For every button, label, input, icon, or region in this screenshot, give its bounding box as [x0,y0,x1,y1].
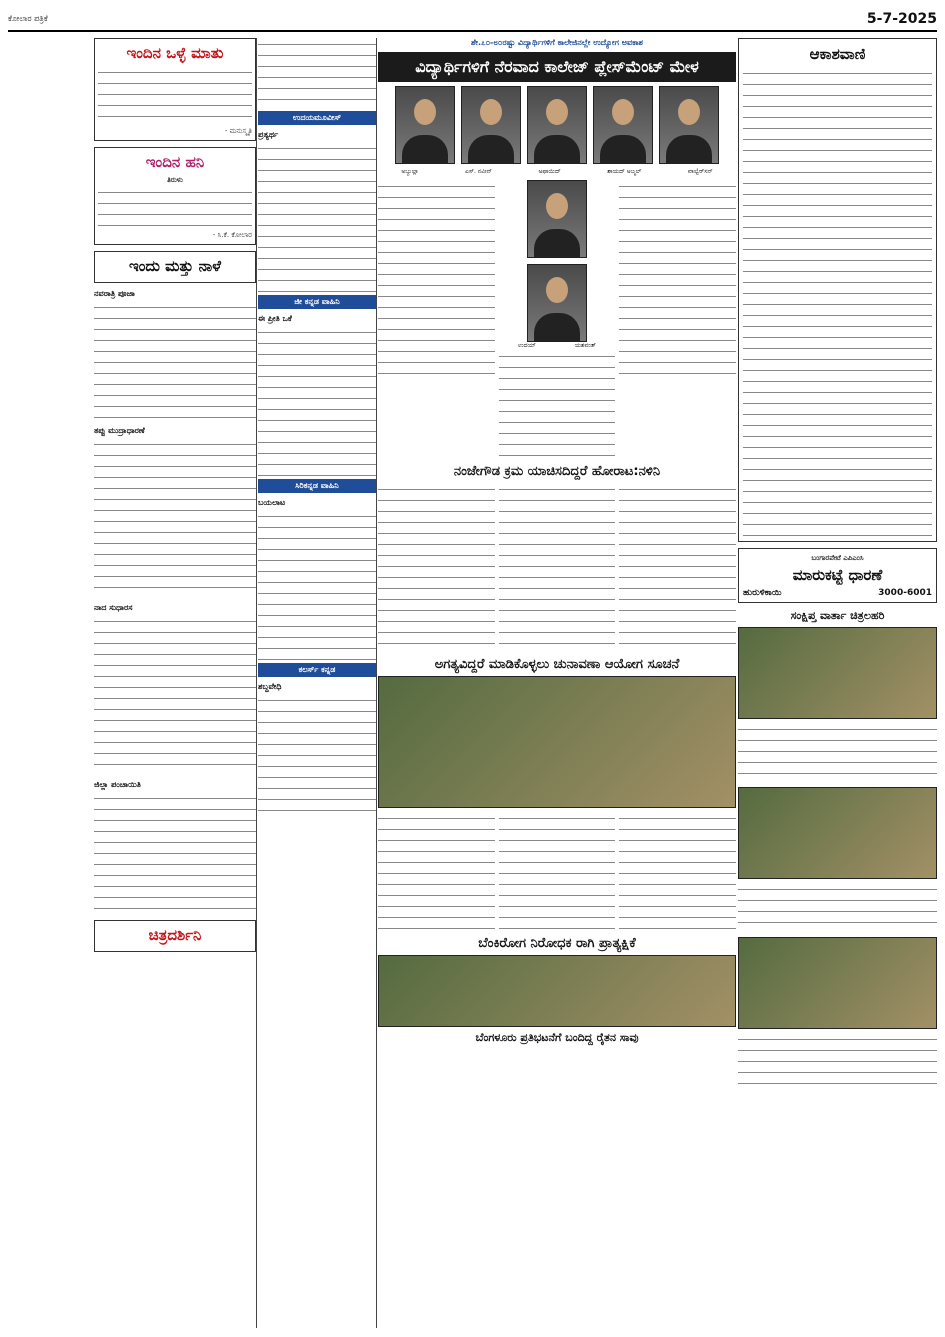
panchayat-photo [378,676,736,808]
student-name: ವಾಲ್ವೆರ್‌ಸನ್ [687,168,713,175]
akashvani-box [738,38,937,542]
akashvani-body [743,67,932,537]
student-name: ಅಫಾಯಿದ್ [538,168,561,175]
market-box [738,548,937,603]
channel-2-program: ಈ ಪ್ರೀತಿ ಒಕೆ [258,314,292,323]
headline-3: ಅಗತ್ಯವಿದ್ದರೆ ಮಾಡಿಕೊಳ್ಳಲು ಚುನಾವಣಾ ಆಯೋಗ ಸೂಚನೆ [434,657,680,672]
student-name: ಎಸ್. ನವೀನ್ [464,168,492,175]
market-subtitle: ಬಂಗಾರಪೇಟೆ ಎಪಿಎಂಸಿ [811,554,864,562]
article-3 [378,812,736,932]
blank-left-margin [8,38,92,1328]
section-3: ನಾದ ಸುಧಾರಸ [94,603,133,612]
section-1: ನವರಾತ್ರಿ ಪೂಜಾ [94,289,135,298]
hani-title: ಇಂದಿನ ಹನಿ [145,153,205,171]
section-3-body [94,615,256,775]
headline-5: ಬೆಂಗಳೂರು ಪ್ರತಿಭಟನೆಗೆ ಬಂದಿದ್ದ ರೈತನ ಸಾವು [475,1031,639,1044]
channel-4-list [258,694,376,814]
column-right [738,38,937,1328]
channel-1-program: ಪ್ರತ್ಯರ್ಥ [258,130,279,139]
main-banner: ವಿದ್ಯಾರ್ಥಿಗಳಿಗೆ ನೆರವಾದ ಕಾಲೇಜ್ ಪ್ಲೇಸ್‌ಮೆಂಟ್ ಮೇಳ [378,52,736,82]
main-article-col [619,180,736,380]
main-article [378,180,736,460]
quote-box [94,38,256,141]
student-photos [378,86,736,164]
hani-body [98,186,252,230]
channel-3-list [258,510,376,660]
channel-4: ಕಲರ್ಸ್ ಕನ್ನಡ [258,663,376,677]
headline-4: ಬೆಂಕಿರೋಗ ನಿರೋಧಕ ರಾಗಿ ಪ್ರಾತ್ಯಕ್ಷಿಕೆ [478,936,636,951]
market-price: 3000-6001 [878,588,932,598]
news-photo-1 [738,627,937,719]
student-photo [593,86,653,164]
section-2: ತಪ್ಪು ಮುದ್ರಾಧಾರಣೆ [94,426,145,435]
hani-subtitle: ತಿರುಳು [167,176,183,184]
section-4: ಜಿಲ್ಲಾ ಪಂಚಾಯಿತಿ [94,780,141,789]
news-photo-3 [738,937,937,1029]
student-name: ಉದಯ್ [518,342,536,349]
masthead-date: 5-7-2025 [866,11,937,27]
akashvani-title: ಆಕಾಶವಾಣಿ [809,45,866,63]
student-photo [395,86,455,164]
student-name: ಶಾಯದ್ ಅಜ್ಮಲ್ [607,168,642,175]
column-tv [258,38,377,1328]
news-body-2 [738,883,937,933]
main-article-col [378,180,495,380]
channel-2: ಜೀ ಕನ್ನಡ ವಾಹಿನಿ [258,295,376,309]
newspaper-page [8,8,937,1328]
quote-author: - ಮನುಸ್ಮೃತಿ [224,127,252,135]
section-2-body [94,438,256,598]
main-article-col [499,350,616,460]
today-title: ಇಂದು ಮತ್ತು ನಾಳೆ [129,257,221,275]
channel-4-program: ಶಬ್ದವೇಧಿ [258,682,282,691]
student-names-row2 [499,342,616,350]
student-photo [527,180,587,258]
hani-box [94,147,256,245]
student-name: ಅಬ್ದುಲ್ಲಾ [401,168,419,175]
channel-3: ಸಿರಿಕನ್ನಡ ವಾಹಿನಿ [258,479,376,493]
market-item: ಹುರುಳಿಕಾಯಿ [743,588,782,598]
market-price-row [743,588,932,598]
masthead [8,8,937,32]
news-body-1 [738,723,937,783]
news-title: ಸಂಕ್ಷಿಪ್ತ ವಾರ್ತಾ ಚಿತ್ರಲಹರಿ [790,609,885,622]
student-photo [659,86,719,164]
tv-intro [258,38,376,108]
masthead-paper: ಕೋಲಾರ ಪತ್ರಿಕೆ [8,14,48,23]
student-photo [527,86,587,164]
column-main [378,38,736,1328]
channel-1-list [258,142,376,292]
student-name: ಯಶವಂತ್ [574,342,596,349]
quote-title: ಇಂದಿನ ಒಳ್ಳೆ ಮಾತು [126,44,224,62]
student-photos-row2 [499,180,616,342]
section-1-body [94,301,256,421]
chitradarshini-title: ಚಿತ್ರದರ್ಶಿನಿ [148,926,202,944]
ragi-photo [378,955,736,1027]
student-names [378,168,736,176]
quote-body [98,66,252,126]
article-2 [378,483,736,653]
channel-1: ಉದಯಮೂವೀಸ್ [258,111,376,125]
news-photo-2 [738,787,937,879]
student-photo [461,86,521,164]
news-body-3 [738,1033,937,1093]
chitradarshini-box [94,920,256,952]
student-photo [527,264,587,342]
market-title: ಮಾರುಕಟ್ಟೆ ಧಾರಣೆ [792,566,883,584]
channel-3-program: ಬಯಲಾಟ [258,498,286,507]
column-left [94,38,257,1328]
hani-author: - ಸಿ.ಕೆ. ಕೋಲಾರ [212,231,252,239]
main-subhead: ಶೇ.೭೦-೮೦ರಷ್ಟು ವಿದ್ಯಾರ್ಥಿಗಳಿಗೆ ಕಾಲೇಜಿನಲ್ಲೇ ಉದ್ಯೋಗ ಅವಕಾಶ [471,38,643,47]
headline-2: ನಂಜೇಗೌಡ ಕ್ರಮ ಯಾಚಿಸದಿದ್ದರೆ ಹೋರಾಟ:ನಳಿನಿ [453,464,661,479]
today-box [94,251,256,283]
section-4-body [94,792,256,912]
channel-2-list [258,326,376,476]
